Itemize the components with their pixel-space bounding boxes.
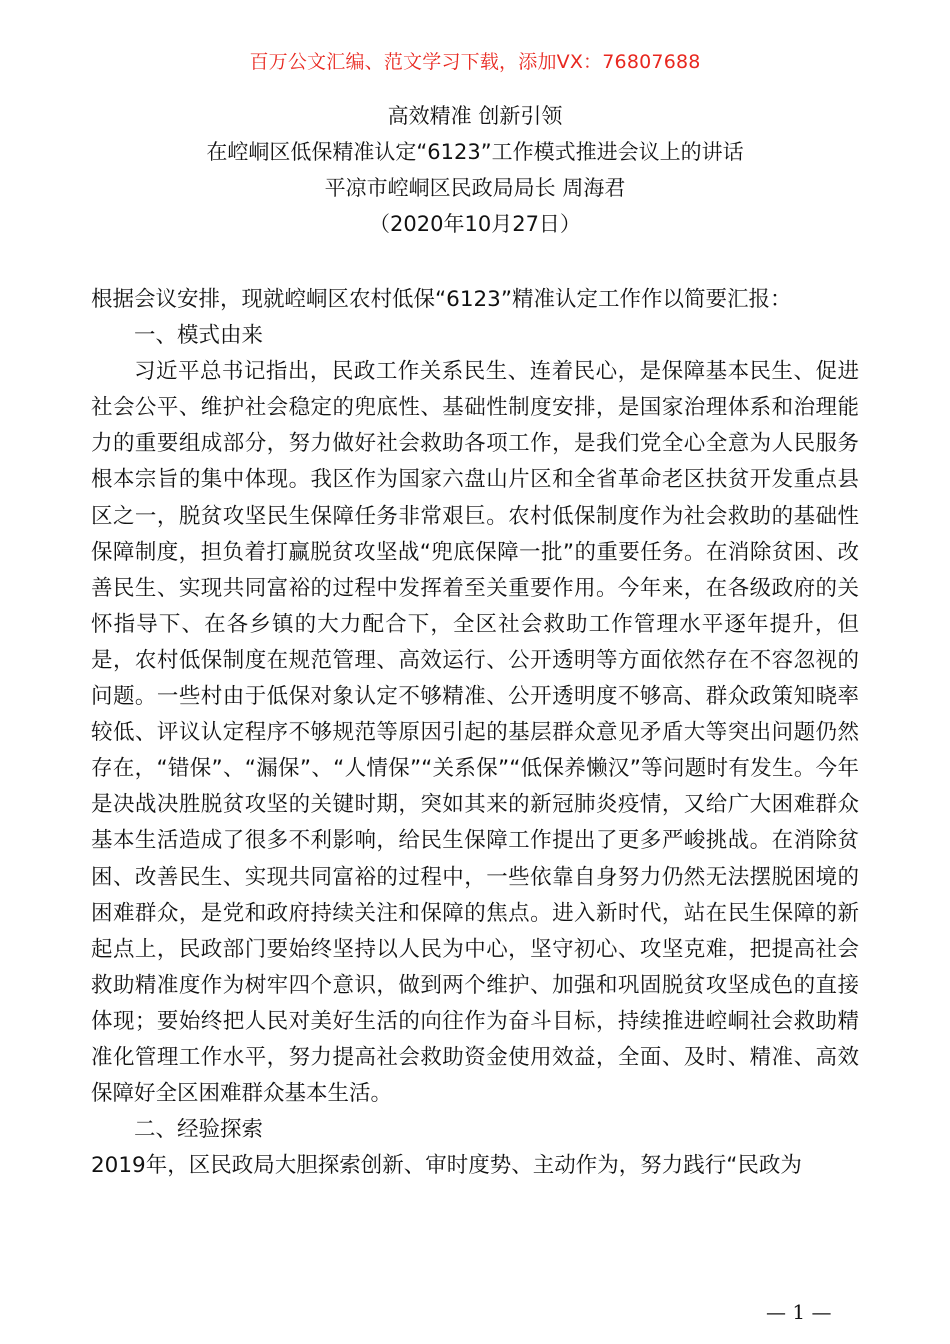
page-number: — 1 — — [766, 1300, 832, 1324]
document-header — [0, 98, 950, 242]
document-subtitle: 高效精准 创新引领 — [387, 104, 563, 128]
document-title: 在崆峒区低保精准认定“6123”工作模式推进会议上的讲话 — [206, 140, 744, 164]
speech-date: （2020年10月27日） — [369, 212, 581, 236]
document-body — [91, 282, 859, 1184]
watermark-banner: 百万公文汇编、范文学习下载，添加VX：76807688 — [249, 51, 701, 73]
section-heading-origin: 一、模式由来 — [134, 323, 264, 349]
speaker-line: 平凉市崆峒区民政局局长 周海君 — [324, 176, 626, 200]
section-exploration-paragraph: 2019年，区民政局大胆探索创新、审时度势、主动作为，努力践行“民政为 — [91, 1153, 802, 1179]
section-heading-exploration: 二、经验探索 — [134, 1117, 264, 1143]
section-origin-paragraph: 习近平总书记指出，民政工作关系民生、连着民心，是保障基本民生、促进社会公平、维护社会稳定的兜底性、基础性制度安排，是国家治理体系和治理能力的重要组成部分，努力做好社会救助各项工作，是我们党全心全意为人民服务根本宗旨的集中体现。我区作为国家六盘山片区和全省革命老区扶贫开发重点县区之一，脱贫攻坚民生保障任务非常艰巨。农村低保制度作为社会救助的基础性保障制度，担负着打赢脱贫攻坚战“兜底保障一批”的重要任务。在消除贫困、改善民生、实现共同富裕的过程中发挥着至关重要作用。今年来，在各级政府的关怀指导下、在各乡镇的大力配合下，全区社会救助工作管理水平逐年提升，但是，农村低保制度在规范管理、高效运行、公开透明等方面依然存在不容忽视的问题。一些村由于低保对象认定不够精准、公开透明度不够高、群众政策知晓率较低、评议认定程序不够规范等原因引起的基层群众意见矛盾大等突出问题仍然存在，“错保”、“漏保”、“人情保”“关系保”“低保养懒汉”等问题时有发生。今年是决战决胜脱贫攻坚的关键时期，突如其来的新冠肺炎疫情，又给广大困难群众基本生活造成了很多不利影响，给民生保障工作提出了更多严峻挑战。在消除贫困、改善民生、实现共同富裕的过程中，一些依靠自身努力仍然无法摆脱困境的困难群众，是党和政府持续关注和保障的焦点。进入新时代，站在民生保障的新起点上，民政部门要始终坚持以人民为中心，坚守初心、攻坚克难，把提高社会救助精准度作为树牢四个意识，做到两个维护、加强和巩固脱贫攻坚成色的直接体现；要始终把人民对美好生活的向往作为奋斗目标，持续推进崆峒社会救助精准化管理工作水平，努力提高社会救助资金使用效益，全面、及时、精准、高效保障好全区困难群众基本生活。 — [91, 359, 859, 1107]
intro-paragraph: 根据会议安排，现就崆峒区农村低保“6123”精准认定工作作以简要汇报： — [91, 287, 792, 312]
